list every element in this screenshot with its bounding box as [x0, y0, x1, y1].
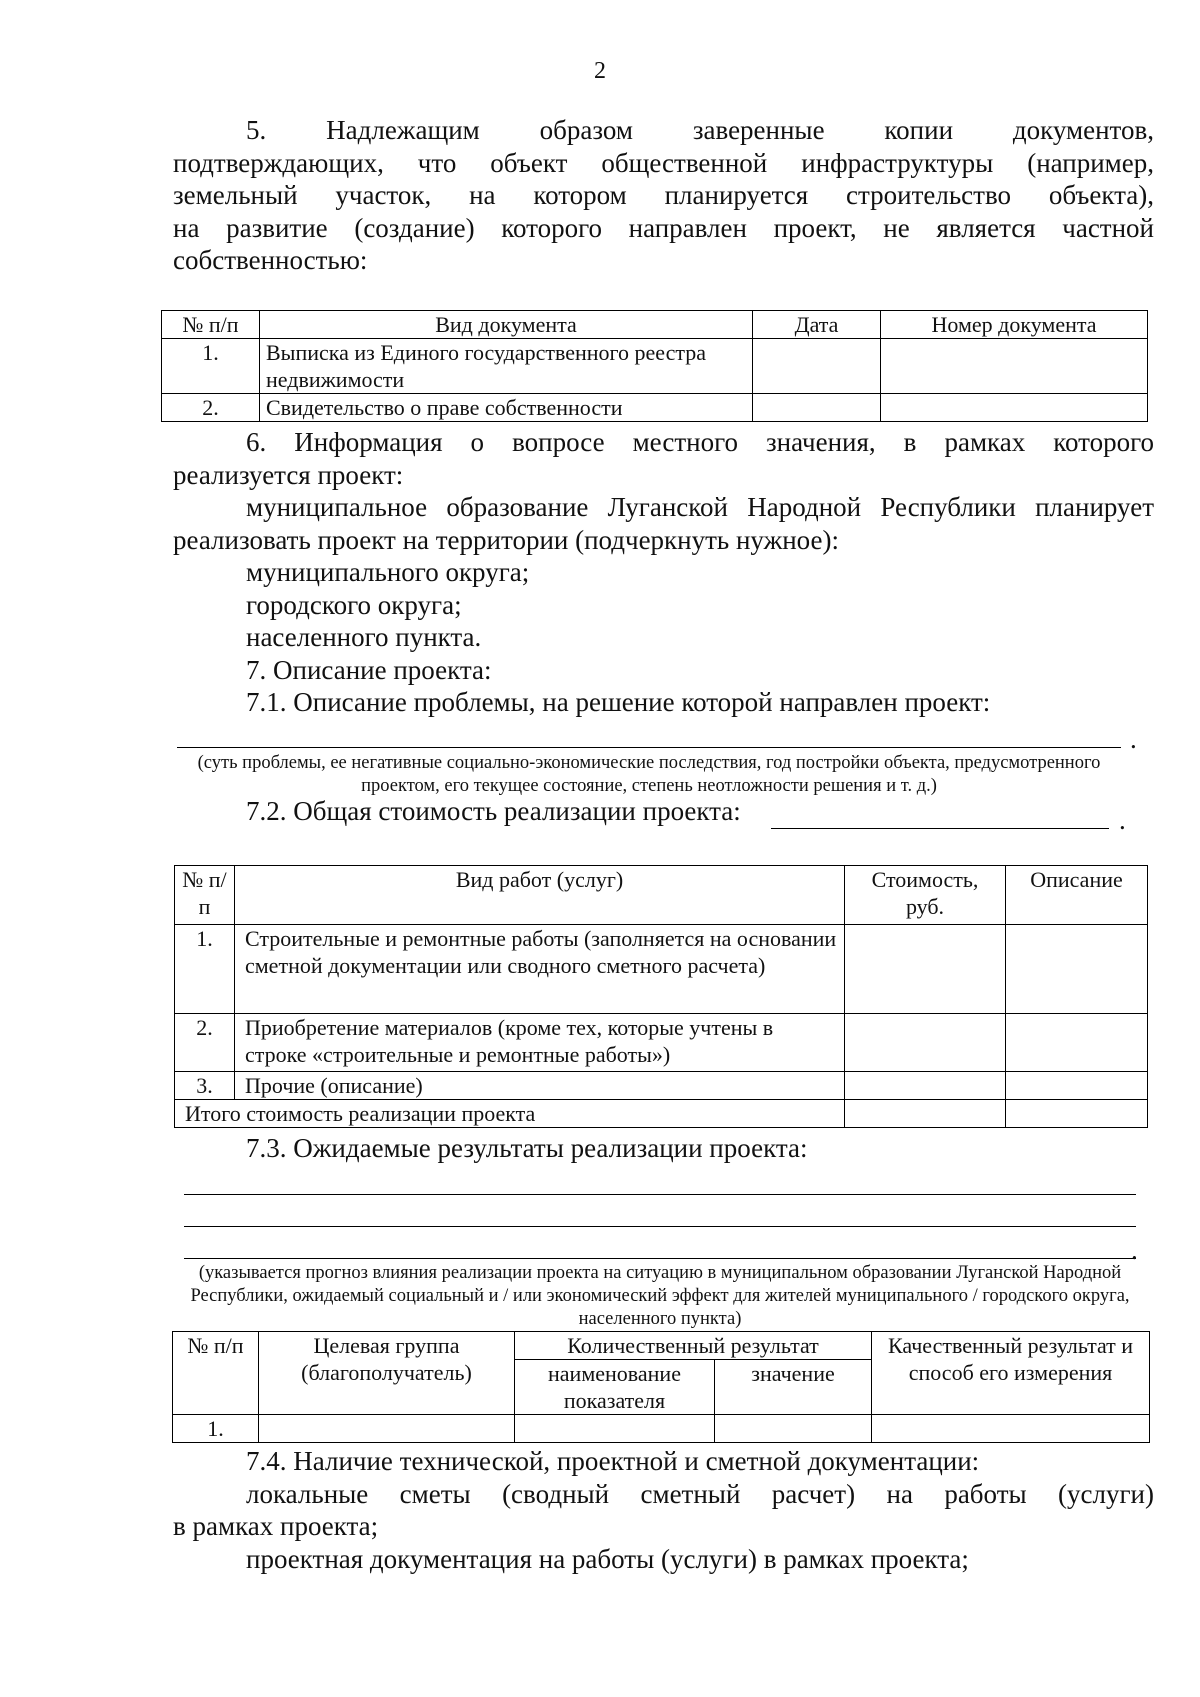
col-header-number: № п/п — [173, 1332, 259, 1415]
section-5-line: земельный участок, на котором планируется строительство объекта), — [173, 180, 1154, 210]
doc-item-cont: в рамках проекта; — [173, 1511, 379, 1541]
section-7-4 — [173, 1445, 1154, 1575]
description-cell — [1006, 1072, 1148, 1100]
col-header-number: № п/п — [175, 866, 235, 925]
section-5 — [173, 114, 1154, 277]
col-header-description: Описание — [1006, 866, 1148, 925]
qualitative-cell — [872, 1415, 1150, 1443]
row-number: 1. — [175, 925, 235, 1014]
documents-table — [161, 310, 1148, 422]
section-7-1-title: 7.1. Описание проблемы, на решение которой направлен проект: — [246, 687, 991, 717]
doc-type-cell: Свидетельство о праве собственности — [260, 394, 753, 422]
row-number: 1. — [162, 339, 260, 394]
col-header-cost: Стоимость, руб. — [845, 866, 1006, 925]
col-header-work-type: Вид работ (услуг) — [235, 866, 845, 925]
cost-cell — [845, 1072, 1006, 1100]
section-7-3-title: 7.3. Ожидаемые результаты реализации проекта: — [246, 1133, 808, 1163]
answer-line — [184, 1226, 1136, 1227]
answer-line — [184, 1194, 1136, 1195]
total-label: Итого стоимость реализации проекта — [175, 1100, 845, 1128]
territory-option: населенного пункта. — [246, 622, 482, 652]
col-header-target-group: Целевая группа (благополучатель) — [259, 1332, 515, 1415]
note-7-3: (указывается прогноз влияния реализации проекта на ситуацию в муниципальном образовании Луганской Народной Республики, ожидаемый социальный и / или экономический эффект для жителей муниципального / городского округа, населенного пункта) — [190, 1263, 1130, 1329]
section-6-paragraph: муниципальное образование Луганской Народной Республики планирует — [246, 492, 1154, 522]
date-cell — [753, 394, 881, 422]
col-header-doc-number: Номер документа — [881, 311, 1148, 339]
page-number: 2 — [594, 58, 606, 84]
cost-cell — [845, 1014, 1006, 1072]
row-number: 2. — [175, 1014, 235, 1072]
answer-line — [184, 1258, 1136, 1259]
section-7-2-title: 7.2. Общая стоимость реализации проекта: — [246, 796, 741, 826]
row-number: 2. — [162, 394, 260, 422]
work-type-cell: Прочие (описание) — [235, 1072, 845, 1100]
description-cell — [1006, 1014, 1148, 1072]
section-6-paragraph-cont: реализовать проект на территории (подчеркнуть нужное): — [173, 524, 839, 555]
section-6-heading-cont: реализуется проект: — [173, 459, 404, 490]
col-header-date: Дата — [753, 311, 881, 339]
table-total-row — [175, 1100, 1148, 1128]
territory-option: городского округа; — [246, 589, 462, 620]
section-6 — [173, 426, 1154, 719]
table-row — [173, 1415, 1150, 1443]
section-7-title: 7. Описание проекта: — [246, 654, 492, 685]
table-row — [175, 925, 1148, 1014]
answer-line — [771, 828, 1109, 829]
table-row — [175, 1014, 1148, 1072]
total-description-cell — [1006, 1100, 1148, 1128]
indicator-name-cell — [515, 1415, 715, 1443]
line-end-dot: . — [1131, 1235, 1138, 1265]
doc-item: проектная документация на работы (услуги) в рамках проекта; — [246, 1543, 969, 1574]
work-type-cell: Строительные и ремонтные работы (заполняется на основании сметной документации или сводного сметного расчета) — [235, 925, 845, 1014]
work-type-cell: Приобретение материалов (кроме тех, которые учтены в строке «строительные и ремонтные работы») — [235, 1014, 845, 1072]
doc-type-cell: Выписка из Единого государственного реестра недвижимости — [260, 339, 753, 394]
col-header-value: значение — [715, 1360, 872, 1415]
col-header-indicator-name: наименование показателя — [515, 1360, 715, 1415]
col-header-number: № п/п — [162, 311, 260, 339]
territory-option: муниципального округа; — [246, 557, 530, 587]
table-row — [162, 394, 1148, 422]
section-5-line: собственностью: — [173, 245, 368, 275]
doc-number-cell — [881, 394, 1148, 422]
cost-cell — [845, 925, 1006, 1014]
note-7-1: (суть проблемы, ее негативные социально-экономические последствия, год постройки объекта, предусмотренного проектом, его текущее состояние, степень неотложности решения и т. д.) — [197, 753, 1101, 796]
line-end-dot: . — [1130, 724, 1137, 754]
doc-item: локальные сметы (сводный сметный расчет) на работы (услуги) — [246, 1478, 1154, 1509]
section-5-line: 5. Надлежащим образом заверенные копии документов, — [246, 115, 1154, 145]
col-header-qualitative: Качественный результат и способ его измерения — [872, 1332, 1150, 1415]
section-5-line: на развитие (создание) которого направлен проект, не является частной — [173, 212, 1154, 243]
table-row — [162, 339, 1148, 394]
target-group-cell — [259, 1415, 515, 1443]
section-7-4-title: 7.4. Наличие технической, проектной и сметной документации: — [246, 1446, 980, 1476]
col-header-doc-type: Вид документа — [260, 311, 753, 339]
table-row — [175, 1072, 1148, 1100]
line-end-dot: . — [1119, 805, 1126, 835]
row-number: 1. — [173, 1415, 259, 1443]
section-5-line: подтверждающих, что объект общественной инфраструктуры (например, — [173, 147, 1154, 178]
row-number: 3. — [175, 1072, 235, 1100]
results-table — [172, 1331, 1150, 1443]
description-cell — [1006, 925, 1148, 1014]
value-cell — [715, 1415, 872, 1443]
col-header-quantitative: Количественный результат — [515, 1332, 872, 1360]
answer-line — [177, 747, 1121, 748]
section-6-heading: 6. Информация о вопросе местного значения, в рамках которого — [246, 427, 1154, 457]
date-cell — [753, 339, 881, 394]
total-cost-cell — [845, 1100, 1006, 1128]
doc-number-cell — [881, 339, 1148, 394]
cost-table — [174, 865, 1148, 1128]
